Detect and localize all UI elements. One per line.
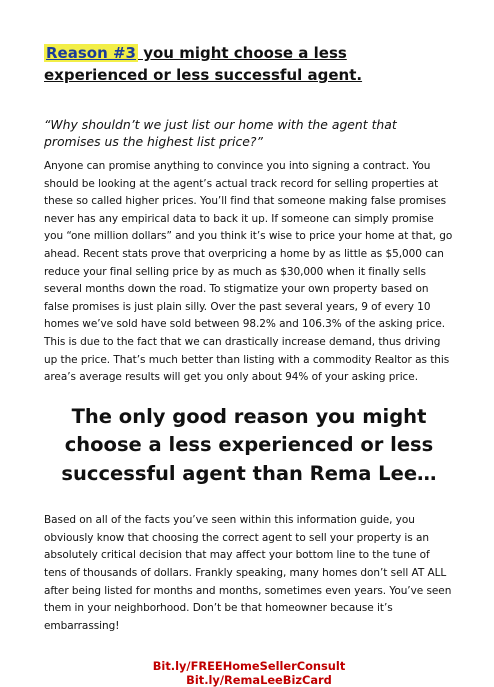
- section-heading: [44, 42, 454, 86]
- consult-link[interactable]: Bit.ly/FREEHomeSellerConsult: [152, 659, 346, 674]
- link-block: [44, 659, 454, 687]
- callout-heading: The only good reason you might choose a less experienced or less successful agent than Rema Lee…: [61, 404, 437, 485]
- heading-text: you might choose a less experienced or less successful agent.: [44, 44, 363, 84]
- question-text: “Why shouldn’t we just list our home with the agent that promises us the highest list price?”: [44, 117, 397, 149]
- bizcard-link[interactable]: Bit.ly/RemaLeeBizCard: [186, 673, 332, 687]
- paragraph-track-record: Anyone can promise anything to convince you into signing a contract. You should be looking at the agent’s actual track record for selling properties at these so called higher prices. You’ll find that someone making false promises never has any empirical data to back it up. If someone can simply promise you “one million dollars” and you think it’s wise to price your home at that, go ahead. Recent stats prove that overpricing a home by as little as $5,000 can reduce your final selling price by as much as $30,000 when it finally sells several months down the road. To stigmatize your own property based on false promises is just plain silly. Over the past several years, 9 of every 10 homes we’ve sold have sold between 98.2% and 106.3% of the asking price. This is due to the fact that we can drastically increase demand, thus driving up the price. That’s much better than listing with a commodity Realtor as this area’s average results will get you only about 94% of your asking price.: [44, 160, 453, 384]
- reason-label: Reason #3: [46, 44, 136, 62]
- paragraph-conclusion: Based on all of the facts you’ve seen within this information guide, you obviously know that choosing the correct agent to sell your property is an absolutely critical decision that may affect your bottom line to the tune of tens of thousands of dollars. Frankly speaking, many homes don’t sell AT ALL after being listed for months and months, sometimes even years. You’ve seen them in your neighborhood. Don’t be that homeowner because it’s embarrassing!: [44, 514, 452, 632]
